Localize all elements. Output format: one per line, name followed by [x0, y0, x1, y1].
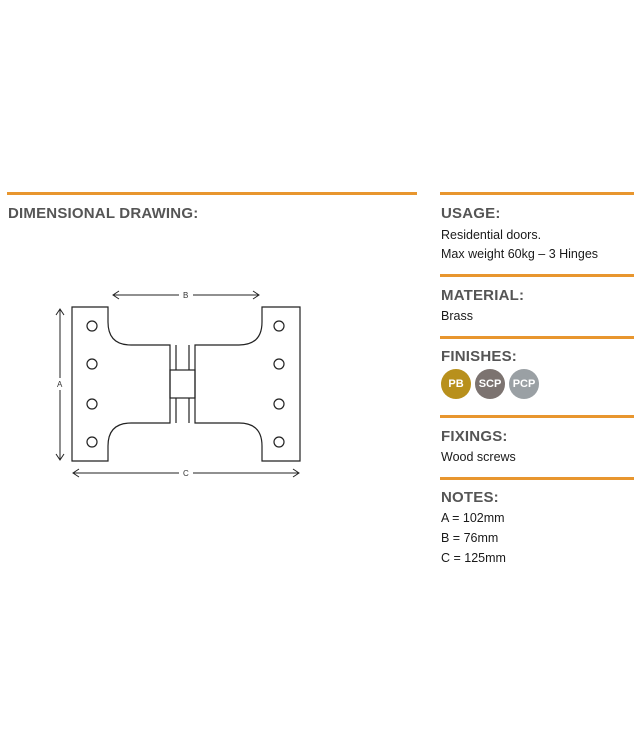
finishes-title: FINISHES: — [441, 348, 517, 365]
screw-hole-icon — [87, 359, 97, 369]
finish-badge-pcp: PCP — [509, 369, 539, 399]
hinge-left-leaf — [72, 307, 170, 461]
dimension-b-label: B — [183, 291, 189, 300]
dimension-c-label: C — [183, 469, 189, 478]
drawing-title: DIMENSIONAL DRAWING: — [8, 205, 199, 222]
notes-line-b: B = 76mm — [441, 531, 499, 545]
usage-line-2: Max weight 60kg – 3 Hinges — [441, 247, 599, 261]
screw-hole-icon — [274, 321, 284, 331]
notes-line-c: C = 125mm — [441, 551, 506, 565]
dimension-a-label: A — [57, 380, 63, 389]
notes-line-a: A = 102mm — [441, 511, 505, 525]
material-title: MATERIAL: — [441, 287, 525, 304]
finish-badge-pb: PB — [441, 369, 471, 399]
screw-hole-icon — [87, 437, 97, 447]
finish-badge-scp: SCP — [475, 369, 505, 399]
screw-hole-icon — [274, 359, 284, 369]
notes-title: NOTES: — [441, 489, 499, 506]
hinge-right-leaf — [195, 307, 300, 461]
hinge-knuckle — [170, 370, 195, 398]
usage-line-1: Residential doors. — [441, 228, 542, 242]
screw-hole-icon — [87, 321, 97, 331]
material-value: Brass — [441, 309, 473, 323]
fixings-value: Wood screws — [441, 450, 516, 464]
screw-hole-icon — [274, 437, 284, 447]
screw-hole-icon — [274, 399, 284, 409]
fixings-title: FIXINGS: — [441, 428, 508, 445]
screw-hole-icon — [87, 399, 97, 409]
usage-title: USAGE: — [441, 205, 501, 222]
